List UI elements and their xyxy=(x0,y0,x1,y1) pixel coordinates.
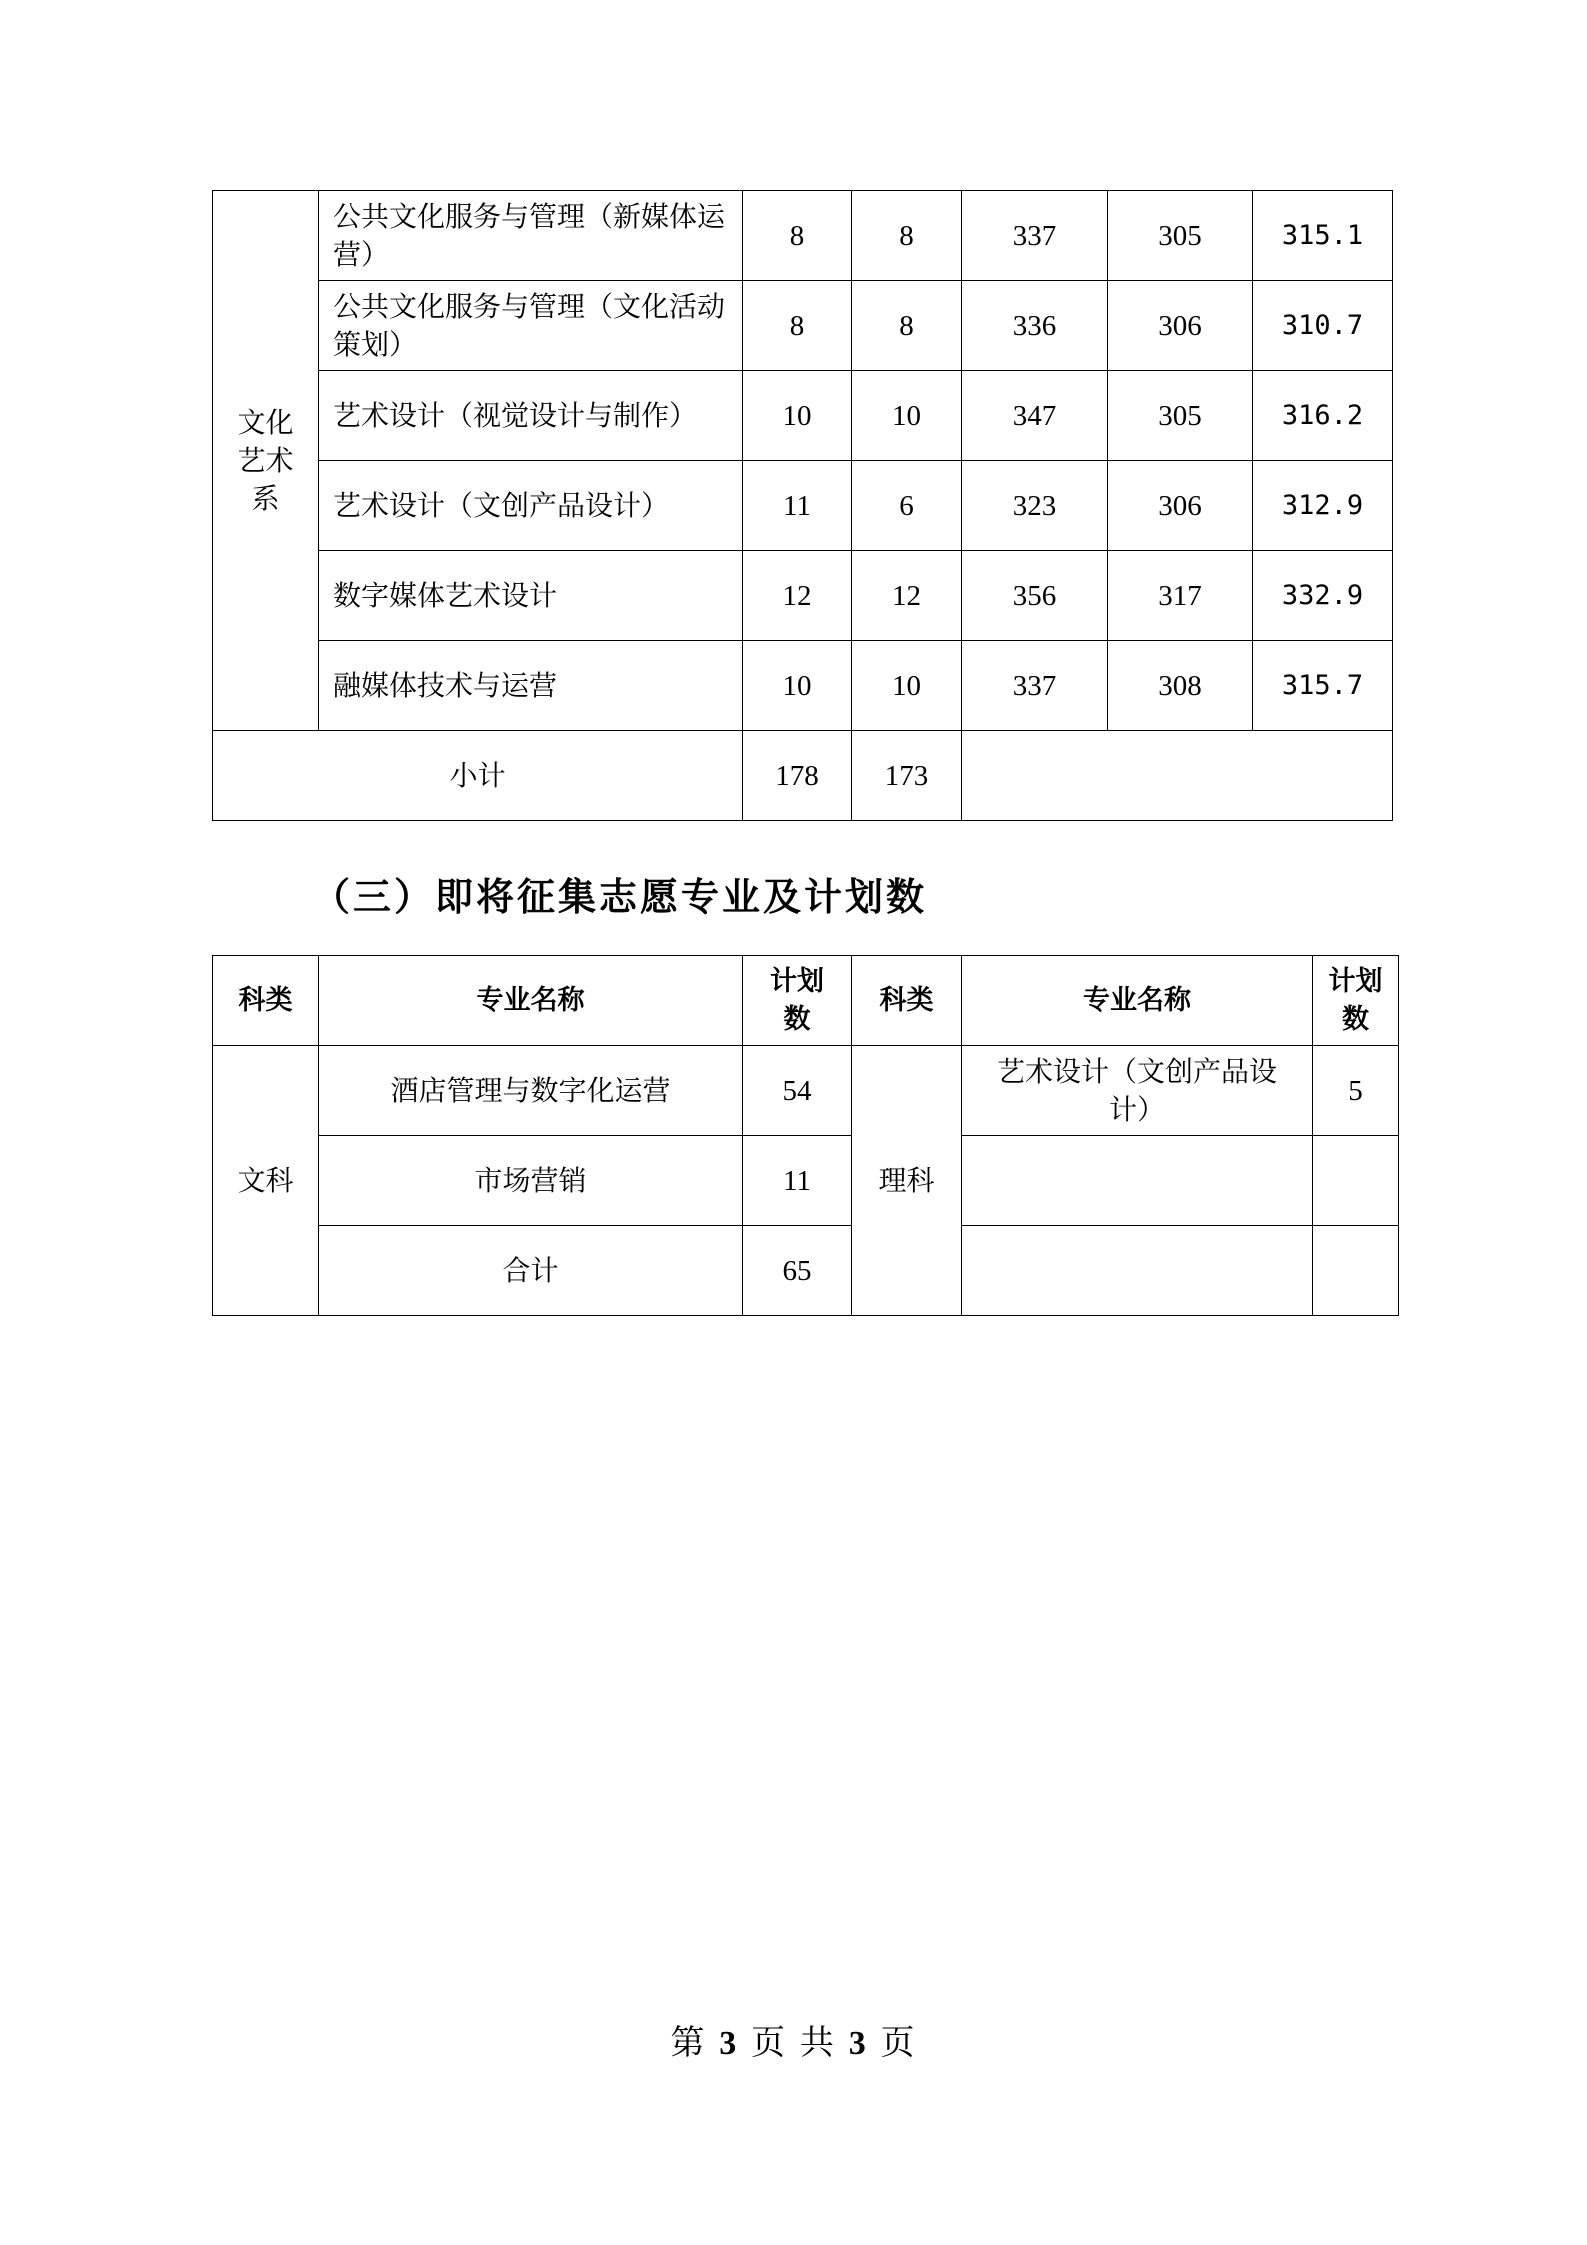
current-page-number: 3 xyxy=(719,2025,739,2062)
subtotal-row xyxy=(213,731,1393,821)
max-score: 337 xyxy=(962,191,1108,281)
min-score: 305 xyxy=(1108,191,1253,281)
subtotal-empty-cell xyxy=(962,731,1393,821)
footer-suffix: 页 xyxy=(880,2023,917,2063)
plan-count: 8 xyxy=(743,281,852,371)
total-label: 合计 xyxy=(319,1226,743,1316)
total-plan: 65 xyxy=(743,1226,852,1316)
admitted-count: 8 xyxy=(852,191,962,281)
page-footer xyxy=(0,2015,1587,2064)
major-name: 公共文化服务与管理（文化活动策划） xyxy=(319,281,743,371)
plan-count: 11 xyxy=(743,461,852,551)
avg-score: 332.9 xyxy=(1253,551,1393,641)
min-score: 308 xyxy=(1108,641,1253,731)
table-row xyxy=(213,551,1393,641)
table-row xyxy=(213,371,1393,461)
max-score: 347 xyxy=(962,371,1108,461)
volunteer-plan-table xyxy=(212,955,1399,1316)
table-row xyxy=(213,1046,1399,1136)
subtotal-plan: 178 xyxy=(743,731,852,821)
table-row xyxy=(213,1136,1399,1226)
total-page-number: 3 xyxy=(848,2025,868,2062)
admitted-count: 12 xyxy=(852,551,962,641)
min-score: 306 xyxy=(1108,281,1253,371)
major-name: 数字媒体艺术设计 xyxy=(319,551,743,641)
header-category-right: 科类 xyxy=(852,956,962,1046)
plan-count-right xyxy=(1313,1136,1399,1226)
subtotal-admitted: 173 xyxy=(852,731,962,821)
header-plan-cell xyxy=(743,956,852,1046)
admitted-count: 6 xyxy=(852,461,962,551)
major-name: 市场营销 xyxy=(319,1136,743,1226)
max-score: 337 xyxy=(962,641,1108,731)
major-name-right xyxy=(962,1226,1313,1316)
footer-prefix: 第 xyxy=(670,2023,707,2063)
header-row xyxy=(213,956,1399,1046)
header-category: 科类 xyxy=(213,956,319,1046)
section-title: （三）即将征集志愿专业及计划数 xyxy=(312,875,928,919)
table-row xyxy=(213,461,1393,551)
major-name-right: 艺术设计（文创产品设计） xyxy=(962,1046,1313,1136)
major-name: 艺术设计（视觉设计与制作） xyxy=(319,371,743,461)
plan-count: 10 xyxy=(743,641,852,731)
department-cell xyxy=(213,191,319,731)
plan-count: 12 xyxy=(743,551,852,641)
header-plan-right-cell xyxy=(1313,956,1399,1046)
min-score: 305 xyxy=(1108,371,1253,461)
department-name: 文化艺术系 xyxy=(237,405,294,515)
major-name: 艺术设计（文创产品设计） xyxy=(319,461,743,551)
avg-score: 312.9 xyxy=(1253,461,1393,551)
subtotal-label: 小计 xyxy=(213,731,743,821)
plan-count: 54 xyxy=(743,1046,852,1136)
max-score: 356 xyxy=(962,551,1108,641)
max-score: 336 xyxy=(962,281,1108,371)
avg-score: 310.7 xyxy=(1253,281,1393,371)
plan-count-right: 5 xyxy=(1313,1046,1399,1136)
category-liberal-arts: 文科 xyxy=(213,1046,319,1316)
admitted-count: 8 xyxy=(852,281,962,371)
major-name-right xyxy=(962,1136,1313,1226)
major-name: 酒店管理与数字化运营 xyxy=(319,1046,743,1136)
footer-middle: 页 共 xyxy=(751,2023,836,2063)
admitted-count: 10 xyxy=(852,371,962,461)
min-score: 317 xyxy=(1108,551,1253,641)
major-name: 公共文化服务与管理（新媒体运营） xyxy=(319,191,743,281)
header-major-right: 专业名称 xyxy=(962,956,1313,1046)
total-row xyxy=(213,1226,1399,1316)
table-row xyxy=(213,641,1393,731)
header-plan-right: 计划数 xyxy=(1328,965,1383,1035)
min-score: 306 xyxy=(1108,461,1253,551)
major-name: 融媒体技术与运营 xyxy=(319,641,743,731)
header-major: 专业名称 xyxy=(319,956,743,1046)
admission-score-table xyxy=(212,190,1393,821)
header-plan: 计划数 xyxy=(770,965,824,1035)
admitted-count: 10 xyxy=(852,641,962,731)
avg-score: 316.2 xyxy=(1253,371,1393,461)
plan-count-right xyxy=(1313,1226,1399,1316)
category-science: 理科 xyxy=(852,1046,962,1316)
table-row xyxy=(213,191,1393,281)
max-score: 323 xyxy=(962,461,1108,551)
avg-score: 315.7 xyxy=(1253,641,1393,731)
plan-count: 11 xyxy=(743,1136,852,1226)
plan-count: 10 xyxy=(743,371,852,461)
table-row xyxy=(213,281,1393,371)
plan-count: 8 xyxy=(743,191,852,281)
avg-score: 315.1 xyxy=(1253,191,1393,281)
